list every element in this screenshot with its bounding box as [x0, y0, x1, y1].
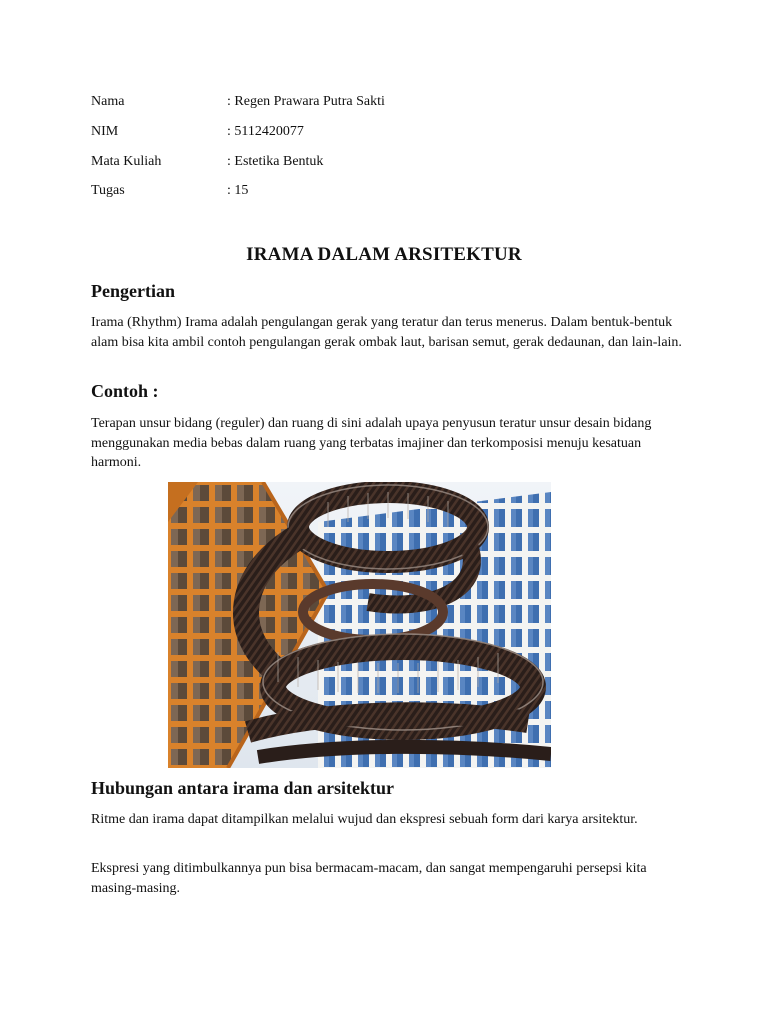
info-label: Tugas: [91, 183, 125, 198]
heading-contoh: Contoh :: [91, 381, 159, 401]
heading-pengertian: Pengertian: [91, 281, 175, 301]
info-value: : 15: [227, 183, 249, 198]
staircase-illustration: [168, 482, 551, 768]
paragraph-contoh: Terapan unsur bidang (reguler) dan ruang di sini adalah upaya penyusun teratur unsur desain bidang menggunakan media bebas dalam ruang yang terbatas imajiner dan terkomposisi menuju kesatuan harmoni.: [91, 416, 652, 470]
info-label: NIM: [91, 124, 119, 139]
paragraph-pengertian: Irama (Rhythm) Irama adalah pengulangan gerak yang teratur dan terus menerus. Dalam bentuk-bentuk alam bisa kita ambil contoh pengulangan gerak ombak laut, barisan semut, gerak dedaunan, dan lain-lain.: [91, 315, 682, 350]
paragraph-hubungan-1: Ritme dan irama dapat ditampilkan melalui wujud dan ekspresi sebuah form dari karya arsitektur.: [91, 812, 638, 827]
info-value: : Estetika Bentuk: [227, 154, 324, 169]
document-title: IRAMA DALAM ARSITEKTUR: [246, 244, 522, 265]
info-label: Mata Kuliah: [91, 154, 162, 169]
heading-hubungan: Hubungan antara irama dan arsitektur: [91, 778, 395, 798]
paragraph-hubungan-2: Ekspresi yang ditimbulkannya pun bisa bermacam-macam, dan sangat mempengaruhi persepsi kita masing-masing.: [91, 861, 647, 896]
info-label: Nama: [91, 94, 125, 109]
staircase-photo: [168, 482, 551, 768]
info-value: : Regen Prawara Putra Sakti: [227, 94, 385, 109]
info-value: : 5112420077: [227, 124, 304, 139]
